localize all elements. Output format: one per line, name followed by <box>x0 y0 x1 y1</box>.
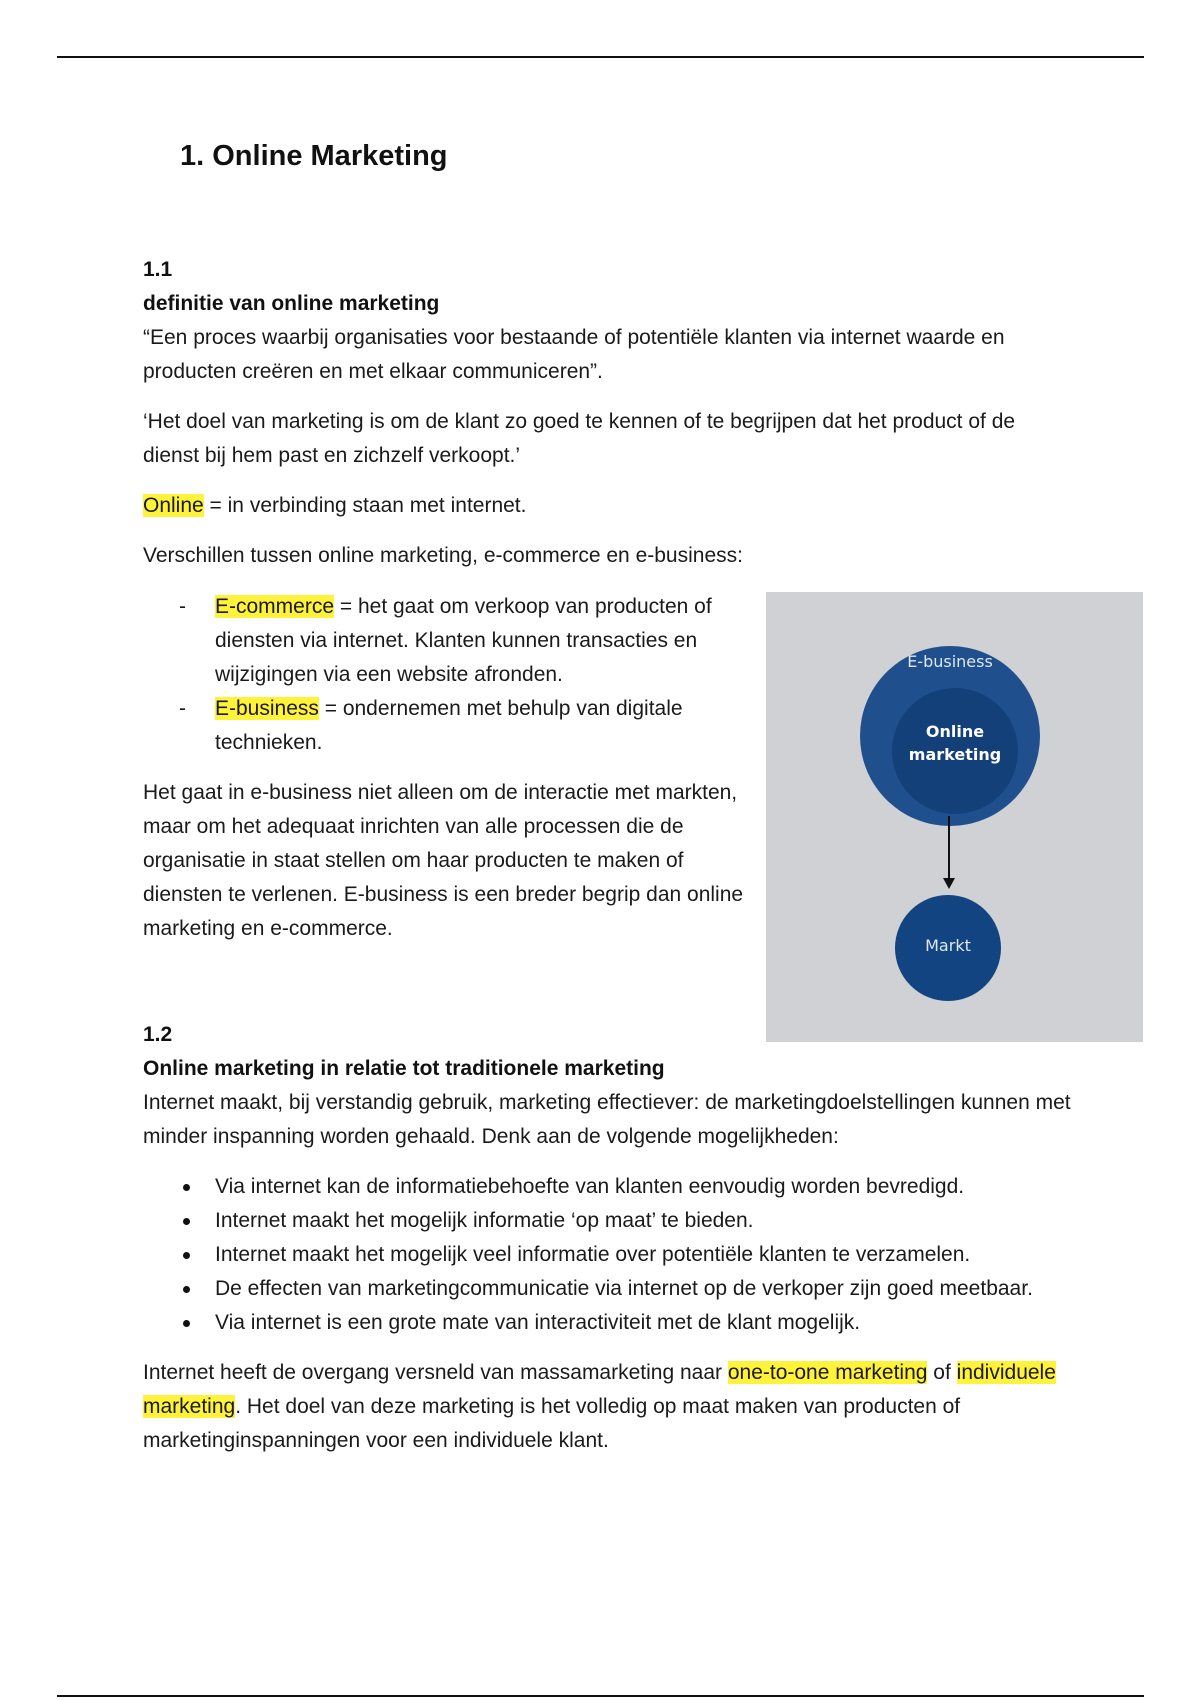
bullet-icon <box>183 1320 190 1327</box>
section-1-1 <box>143 253 1073 573</box>
list-item <box>143 1272 1083 1306</box>
bullet-text: Via internet kan de informatiebehoefte van klanten eenvoudig worden bevredigd. <box>215 1175 965 1198</box>
marketing-label-line: marketing <box>908 745 1002 764</box>
list-item <box>143 1170 1083 1204</box>
list-item <box>143 590 763 692</box>
section-heading: Online marketing in relatie tot traditionele marketing <box>143 1057 665 1080</box>
possibilities-list <box>143 1170 1083 1340</box>
online-label-line: Online <box>925 722 985 741</box>
bullet-icon <box>183 1184 190 1191</box>
bullet-icon <box>183 1286 190 1293</box>
ebusiness-definition: = ondernemen met behulp van digitale technieken. <box>215 697 683 754</box>
list-item <box>143 692 763 760</box>
online-definition <box>143 489 1073 523</box>
bullet-icon <box>183 1218 190 1225</box>
closing-text: Internet heeft de overgang versneld van massamarketing naar <box>143 1361 728 1384</box>
online-definition-text: = in verbinding staan met internet. <box>203 494 527 517</box>
highlight-ecommerce: E-commerce <box>215 595 335 618</box>
dash-marker: - <box>179 595 186 618</box>
header-rule <box>57 56 1144 58</box>
differences-block <box>143 590 763 946</box>
dash-marker: - <box>179 697 186 720</box>
chapter-title: 1. Online Marketing <box>180 140 448 172</box>
section-number: 1.1 <box>143 258 173 281</box>
ebusiness-diagram <box>766 592 1143 1042</box>
highlight-online: Online <box>143 494 204 517</box>
bullet-text: De effecten van marketingcommunicatie via internet op de verkoper zijn goed meetbaar. <box>215 1277 1033 1300</box>
online-marketing-label <box>892 720 1018 766</box>
section-1-2 <box>143 1018 1083 1458</box>
section-heading: definitie van online marketing <box>143 292 440 315</box>
markt-label: Markt <box>925 936 971 955</box>
footer-rule <box>57 1695 1144 1697</box>
bullet-text: Internet maakt het mogelijk informatie ‘op maat’ te bieden. <box>215 1209 754 1232</box>
ecommerce-definition: = het gaat om verkoop van producten of diensten via internet. Klanten kunnen transacties en wijzigingen via een website afronden. <box>215 595 712 686</box>
list-item <box>143 1306 1083 1340</box>
closing-text: . Het doel van deze marketing is het volledig op maat maken van producten of marketinginspanningen voor een individuele klant. <box>143 1395 961 1452</box>
section-number: 1.2 <box>143 1023 173 1046</box>
bullet-icon <box>183 1252 190 1259</box>
arrow-down-line <box>948 816 950 880</box>
list-item <box>143 1238 1083 1272</box>
bullet-text: Via internet is een grote mate van interactiviteit met de klant mogelijk. <box>215 1311 861 1334</box>
bullet-text: Internet maakt het mogelijk veel informatie over potentiële klanten te verzamelen. <box>215 1243 971 1266</box>
ebusiness-label: E-business <box>907 652 993 671</box>
differences-intro: Verschillen tussen online marketing, e-commerce en e-business: <box>143 544 743 567</box>
closing-paragraph <box>143 1356 1083 1458</box>
list-item <box>143 1204 1083 1238</box>
closing-text: of <box>927 1361 957 1384</box>
highlight-ebusiness: E-business <box>215 697 319 720</box>
arrow-down-icon <box>943 878 955 889</box>
differences-list <box>143 590 763 760</box>
ebusiness-paragraph: Het gaat in e-business niet alleen om de interactie met markten, maar om het adequaat inrichten van alle processen die de organisatie in staat stellen om haar producten te maken of diensten te verlenen. E-business is een breder begrip dan online marketing en e-commerce. <box>143 781 744 940</box>
definition-quote: “Een proces waarbij organisaties voor bestaande of potentiële klanten via internet waarde en producten creëren en met elkaar communiceren”. <box>143 326 1005 383</box>
highlight-one-to-one: one-to-one marketing <box>727 1361 928 1384</box>
highlight-individuele: individuele marketing <box>143 1361 1056 1418</box>
marketing-goal-quote: ‘Het doel van marketing is om de klant zo goed te kennen of te begrijpen dat het product of de dienst bij hem past en zichzelf verkoopt.’ <box>143 410 1016 467</box>
section-intro: Internet maakt, bij verstandig gebruik, marketing effectiever: de marketingdoelstellingen kunnen met minder inspanning worden gehaald. Denk aan de volgende mogelijkheden: <box>143 1091 1071 1148</box>
